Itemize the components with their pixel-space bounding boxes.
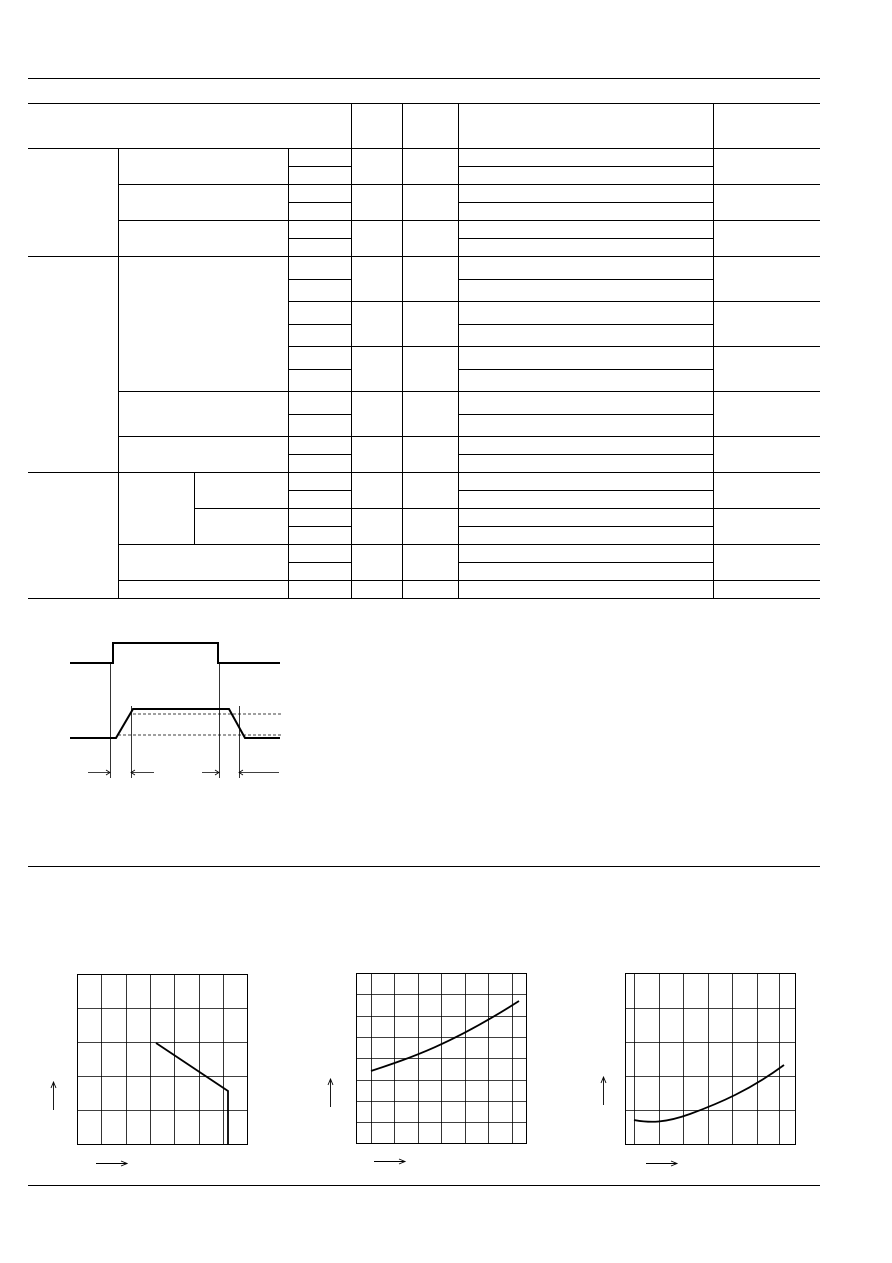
graph-2-x-arrow: [374, 1159, 405, 1164]
graph-1: [51, 974, 248, 1166]
graph-1-grid: [77, 974, 247, 1144]
graph-3-grid: [625, 973, 795, 1144]
graph-2: [328, 973, 527, 1164]
graph-1-y-arrow: [51, 1082, 56, 1110]
graph-1-curve: [156, 1043, 228, 1144]
specification-table: [28, 103, 820, 599]
graph-3-frame: [626, 974, 796, 1145]
graph-3-y-arrow: [601, 1077, 606, 1105]
graph-2-grid: [356, 973, 526, 1143]
delay-dimension: [88, 770, 154, 775]
graph-3-curve: [634, 1065, 784, 1122]
graph-1-x-arrow: [96, 1161, 127, 1166]
output-waveform: [70, 709, 280, 738]
graph-3: [601, 973, 796, 1166]
graph-3-x-arrow: [646, 1161, 677, 1166]
graph-2-curve: [371, 1001, 519, 1071]
timing-diagram: [70, 643, 282, 778]
graph-1-frame: [78, 975, 248, 1145]
graph-2-y-arrow: [328, 1079, 333, 1107]
input-pulse: [70, 643, 280, 663]
fall-dimension: [202, 770, 279, 775]
